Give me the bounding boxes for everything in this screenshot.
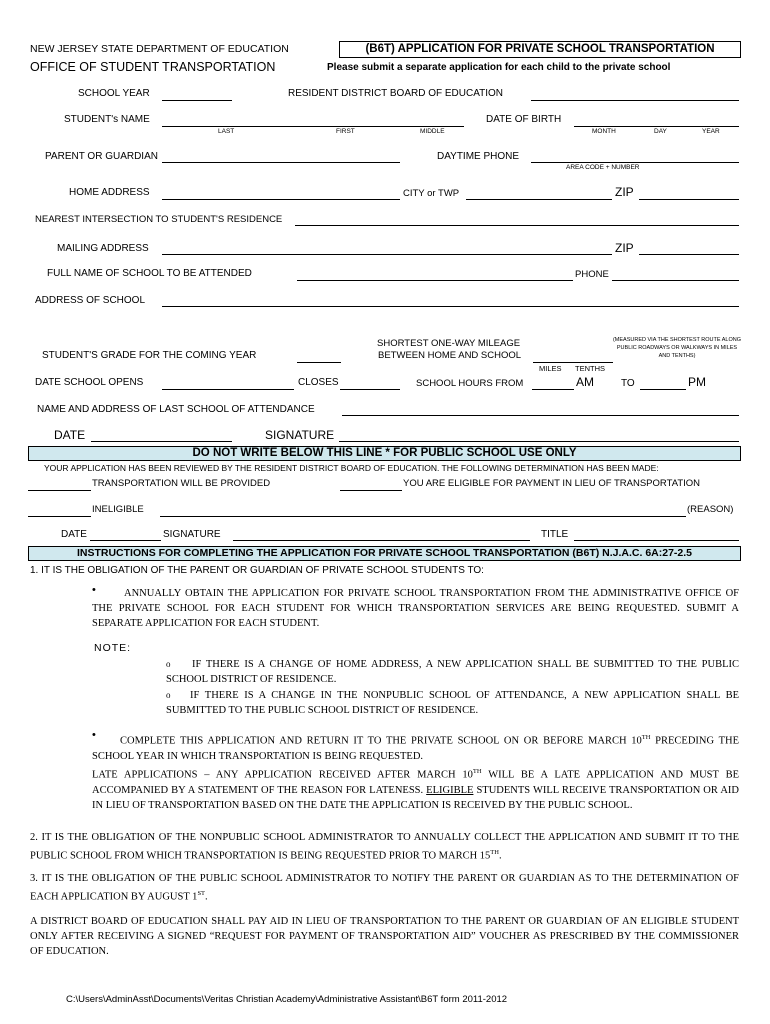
item-2-sup: TH [490, 849, 499, 856]
date-opens-label: DATE SCHOOL OPENS [35, 377, 144, 388]
reason-label: (REASON) [687, 504, 734, 515]
public-use-banner [28, 446, 741, 461]
hours-to-field[interactable] [640, 389, 686, 390]
public-title-label: TITLE [541, 529, 569, 540]
school-year-field[interactable] [162, 100, 232, 101]
grade-field[interactable] [297, 362, 341, 363]
late-eligible-underlined: ELIGIBLE [426, 784, 474, 796]
public-signature-field[interactable] [233, 540, 530, 541]
grade-label: STUDENT'S GRADE FOR THE COMING YEAR [42, 350, 257, 361]
city-field[interactable] [466, 199, 612, 200]
circle-bullet-icon: o [166, 690, 171, 700]
item-3-sup: ST [197, 890, 206, 897]
am-label: AM [576, 375, 594, 389]
home-address-label: HOME ADDRESS [69, 187, 150, 198]
item-2-text-b: . [498, 850, 502, 862]
closes-field[interactable] [340, 389, 400, 390]
department-name: NEW JERSEY STATE DEPARTMENT OF EDUCATION [30, 43, 289, 55]
closes-label: CLOSES [298, 377, 339, 388]
aid-paragraph: A DISTRICT BOARD OF EDUCATION SHALL PAY AID IN LIEU OF TRANSPORTATION TO THE PARENT OR GUARDIAN OF AN ELIGIBLE STUDENT ONLY AFTER RECEIVING A SIGNED “REQUEST FOR PAYMENT OF TRANSPORTATION AID” VOUCHER AS PRESCRIBED BY THE COMMISSIONER OF EDUCATION. [30, 916, 739, 957]
mailing-address-label: MAILING ADDRESS [57, 243, 149, 254]
public-date-label: DATE [61, 529, 87, 540]
date-field[interactable] [91, 441, 232, 442]
dob-month-caption: MONTH [592, 128, 616, 135]
instruction-bullet-2 [92, 730, 739, 764]
mileage-field[interactable] [533, 362, 613, 363]
mileage-label-line1: SHORTEST ONE-WAY MILEAGE [377, 338, 521, 349]
signature-label: SIGNATURE [265, 428, 335, 442]
zip-label: ZIP [615, 185, 634, 199]
daytime-phone-label: DAYTIME PHONE [437, 151, 520, 162]
date-opens-field[interactable] [162, 389, 294, 390]
dob-year-caption: YEAR [702, 128, 720, 135]
form-subtitle: Please submit a separate application for each child to the private school [327, 62, 671, 73]
last-name-caption: LAST [218, 128, 235, 135]
instructions-banner-text: INSTRUCTIONS FOR COMPLETING THE APPLICATION FOR PRIVATE SCHOOL TRANSPORTATION (B6T) N.J.A.C. 6A:27-2.5 [76, 547, 693, 559]
dob-day-caption: DAY [654, 128, 667, 135]
first-name-caption: FIRST [336, 128, 355, 135]
form-title-box [339, 41, 741, 58]
zip-field[interactable] [639, 199, 739, 200]
instruction-item-2 [30, 830, 739, 864]
circle-bullet-icon: o [166, 659, 171, 669]
resident-district-label: RESIDENT DISTRICT BOARD OF EDUCATION [288, 88, 504, 99]
school-hours-label: SCHOOL HOURS FROM [416, 378, 524, 389]
office-name: OFFICE OF STUDENT TRANSPORTATION [30, 60, 276, 74]
instruction-item-3 [30, 871, 739, 905]
reviewed-text: YOUR APPLICATION HAS BEEN REVIEWED BY THE RESIDENT DISTRICT BOARD OF EDUCATION. THE FOLLOWING DETERMINATION HAS BEEN MADE: [44, 463, 659, 473]
school-phone-label: PHONE [575, 269, 609, 280]
public-use-banner-text: DO NOT WRITE BELOW THIS LINE * FOR PUBLIC SCHOOL USE ONLY [192, 447, 577, 459]
bullet-2-sup: TH [641, 734, 651, 741]
provided-label: TRANSPORTATION WILL BE PROVIDED [92, 478, 271, 489]
note-label: NOTE: [94, 642, 132, 654]
provided-check-field[interactable] [28, 490, 91, 491]
public-date-field[interactable] [90, 540, 161, 541]
note-item-2: IF THERE IS A CHANGE IN THE NONPUBLIC SCHOOL OF ATTENDANCE, A NEW APPLICATION SHALL BE SUBMITTED TO THE PUBLIC SCHOOL DISTRICT OF RESIDENCE. [166, 690, 739, 716]
dob-label: DATE OF BIRTH [486, 114, 562, 125]
reason-field[interactable] [160, 516, 686, 517]
item-3-text-b: . [205, 891, 208, 903]
school-address-label: ADDRESS OF SCHOOL [35, 295, 146, 306]
bullet-2-text-b: PRECEDING THE SCHOOL YEAR IN WHICH TRANSPORTATION IS BEING REQUESTED. [92, 735, 740, 762]
last-school-field[interactable] [342, 415, 739, 416]
hours-from-field[interactable] [532, 389, 574, 390]
city-label: CITY or TWP [403, 188, 460, 199]
late-applications-paragraph [92, 764, 739, 813]
middle-name-caption: MIDDLE [420, 128, 445, 135]
resident-district-field[interactable] [531, 100, 739, 101]
eligible-check-field[interactable] [340, 490, 402, 491]
instruction-item-1: 1. IT IS THE OBLIGATION OF THE PARENT OR GUARDIAN OF PRIVATE SCHOOL STUDENTS TO: [30, 565, 484, 576]
bullet-2-text-a: COMPLETE THIS APPLICATION AND RETURN IT TO THE PRIVATE SCHOOL ON OR BEFORE MARCH 10 [120, 735, 642, 747]
student-name-field[interactable] [162, 126, 464, 127]
instructions-banner [28, 546, 741, 561]
dob-field[interactable] [574, 126, 739, 127]
to-label: TO [621, 378, 635, 389]
public-title-field[interactable] [574, 540, 739, 541]
intersection-field[interactable] [295, 225, 739, 226]
bullet-icon: • [92, 584, 96, 596]
item-3-text-a: 3. IT IS THE OBLIGATION OF THE PUBLIC SCHOOL ADMINISTRATOR TO NOTIFY THE PARENT OR GUARDIAN AS TO THE DETERMINATION OF EACH APPLICATION BY AUGUST 1 [30, 873, 739, 903]
parent-label: PARENT OR GUARDIAN [45, 151, 158, 162]
late-text-c: STUDENTS WILL RECEIVE TRANSPORTATION OR AID IN LIEU OF TRANSPORTATION BASED ON THE DATE THE APPLICATION IS RECEIVED BY THE PUBLIC SCHOOL. [92, 784, 740, 811]
footer-file-path: C:\Users\AdminAsst\Documents\Veritas Christian Academy\Administrative Assistant\B6T form 2011-2012 [66, 994, 508, 1005]
ineligible-check-field[interactable] [28, 516, 91, 517]
public-signature-label: SIGNATURE [163, 529, 221, 540]
daytime-phone-field[interactable] [531, 162, 739, 163]
school-name-label: FULL NAME OF SCHOOL TO BE ATTENDED [47, 268, 252, 279]
ineligible-label: INELIGIBLE [92, 504, 144, 515]
signature-field[interactable] [339, 441, 739, 442]
item-2-text-a: 2. IT IS THE OBLIGATION OF THE NONPUBLIC SCHOOL ADMINISTRATOR TO ANNUALLY COLLECT THE APPLICATION AND SUBMIT IT TO THE PUBLIC SCHOOL FROM WHICH TRANSPORTATION IS BEING REQUESTED PRIOR TO MARCH 15 [30, 832, 739, 862]
miles-caption: MILES [539, 364, 562, 373]
late-text-a: LATE APPLICATIONS – ANY APPLICATION RECEIVED AFTER MARCH 10 [92, 769, 473, 781]
late-sup: TH [472, 768, 482, 775]
late-text-b: WILL BE A LATE APPLICATION AND MUST BE ACCOMPANIED BY A STATEMENT OF THE REASON FOR LATENESS. [92, 769, 739, 796]
school-year-label: SCHOOL YEAR [78, 88, 150, 99]
tenths-caption: TENTHS [575, 364, 605, 373]
pm-label: PM [688, 375, 706, 389]
home-address-field[interactable] [162, 199, 400, 200]
intersection-label: NEAREST INTERSECTION TO STUDENT'S RESIDENCE [35, 214, 283, 225]
school-address-field[interactable] [162, 306, 739, 307]
mailing-zip-label: ZIP [615, 241, 634, 255]
bullet-icon: • [92, 729, 96, 741]
measured-note: (MEASURED VIA THE SHORTEST ROUTE ALONG PUBLIC ROADWAYS OR WALKWAYS IN MILES AND TENTHS) [612, 337, 742, 359]
instruction-bullet-1: ANNUALLY OBTAIN THE APPLICATION FOR PRIVATE SCHOOL TRANSPORTATION FROM THE ADMINISTRATIVE OFFICE OF THE PRIVATE SCHOOL FOR EACH STUDENT FOR WHICH TRANSPORTATION SERVICES ARE BEING REQUESTED. SUBMIT A SEPARATE APPLICATION FOR EACH STUDENT. [92, 588, 739, 629]
school-name-field[interactable] [297, 280, 573, 281]
mileage-label-line2: BETWEEN HOME AND SCHOOL [378, 350, 522, 361]
student-name-label: STUDENT's NAME [64, 114, 150, 125]
mailing-address-field[interactable] [162, 254, 612, 255]
mailing-zip-field[interactable] [639, 254, 739, 255]
eligible-label: YOU ARE ELIGIBLE FOR PAYMENT IN LIEU OF TRANSPORTATION [403, 478, 701, 489]
school-phone-field[interactable] [612, 280, 739, 281]
note-item-1: IF THERE IS A CHANGE OF HOME ADDRESS, A NEW APPLICATION SHALL BE SUBMITTED TO THE PUBLIC SCHOOL DISTRICT OF RESIDENCE. [166, 659, 739, 685]
parent-field[interactable] [162, 162, 400, 163]
date-label: DATE [54, 428, 86, 442]
area-code-caption: AREA CODE + NUMBER [566, 164, 640, 171]
form-title: (B6T) APPLICATION FOR PRIVATE SCHOOL TRANSPORTATION [365, 43, 715, 55]
last-school-label: NAME AND ADDRESS OF LAST SCHOOL OF ATTENDANCE [37, 404, 315, 415]
